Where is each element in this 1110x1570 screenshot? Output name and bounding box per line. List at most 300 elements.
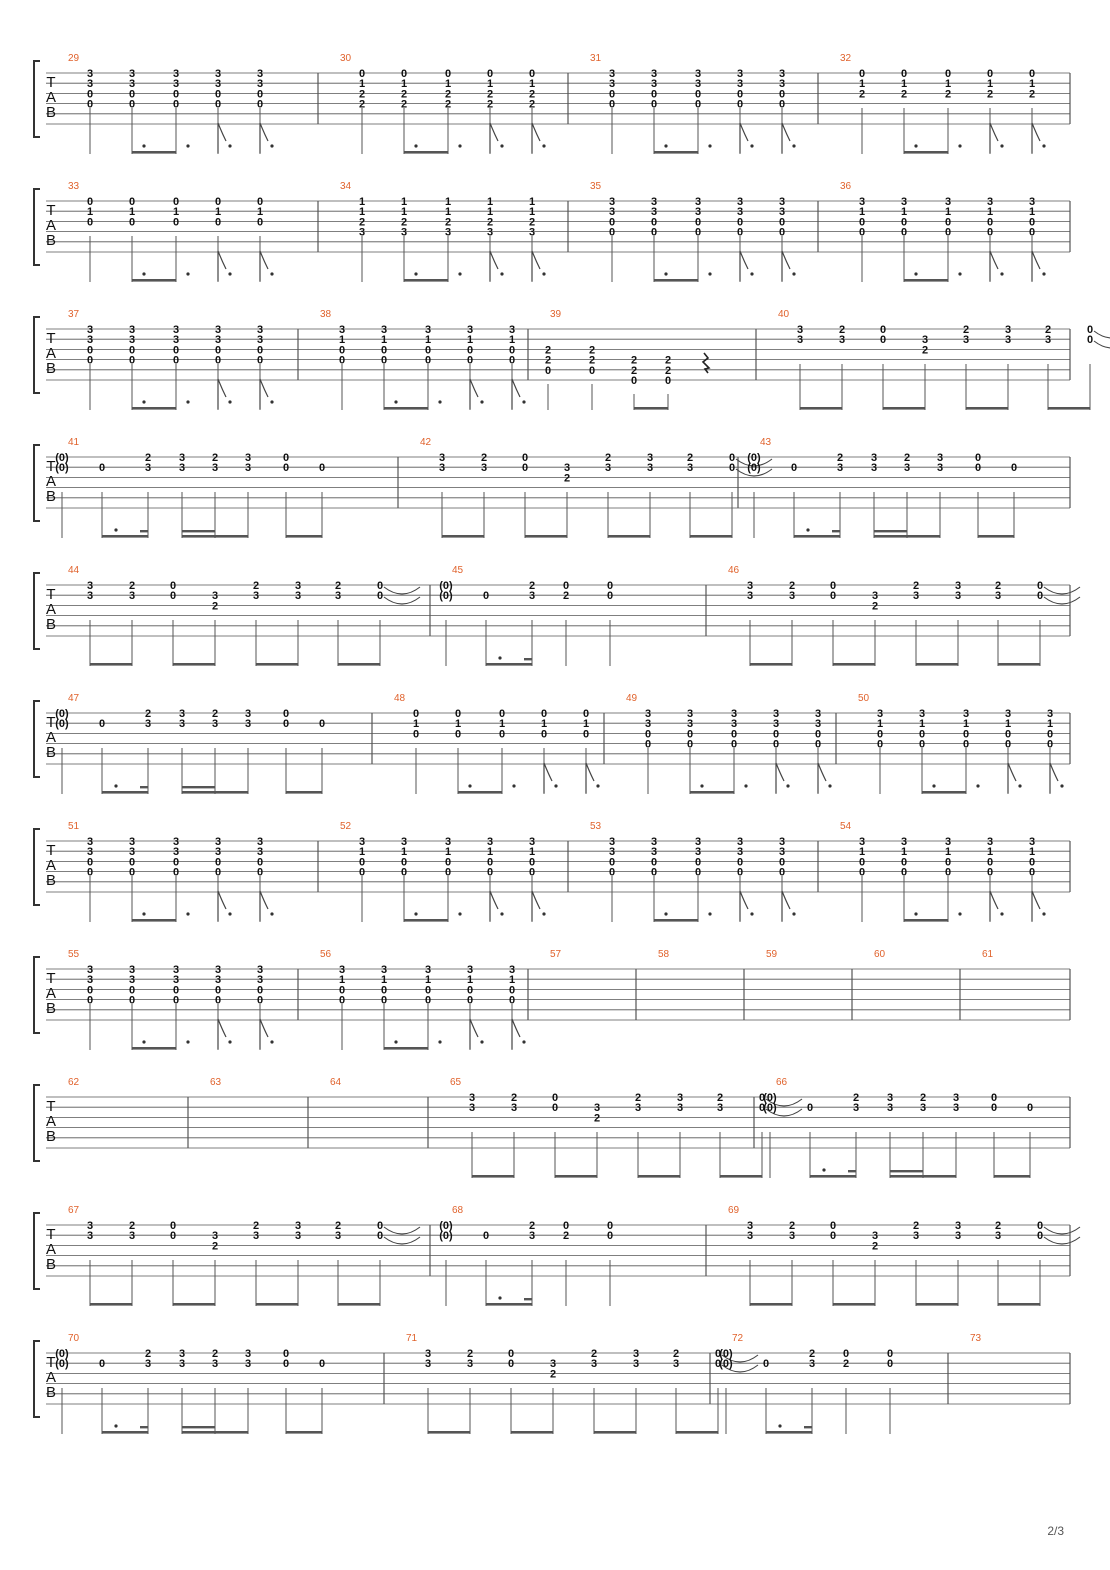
fret-number: 1 <box>128 206 136 219</box>
fret-number: 3 <box>256 836 264 848</box>
fret-number: 3 <box>211 718 219 731</box>
fret-number: 2 <box>986 88 994 101</box>
tab-clef-letter: B <box>45 616 57 633</box>
fret-number: 0 <box>466 354 474 367</box>
tab-clef-letter: T <box>46 74 56 91</box>
fret-number: 3 <box>178 1358 186 1371</box>
fret-number: 0 <box>608 88 616 101</box>
fret-number: 3 <box>608 196 616 208</box>
fret-number: 0 <box>551 1102 559 1115</box>
fret-number: 3 <box>788 1230 796 1243</box>
fret-number: 0 <box>879 334 887 347</box>
fret-number: 3 <box>772 708 780 720</box>
fret-number: 3 <box>746 1220 754 1232</box>
tab-clef-letter: T <box>46 1226 56 1243</box>
fret-number: 0 <box>169 1220 177 1232</box>
fret-number: 0 <box>608 216 616 229</box>
fret-number: 2 <box>528 88 536 101</box>
fret-number: 0 <box>778 866 786 879</box>
fret-number: 0 <box>318 718 326 731</box>
fret-number: (0) <box>55 1358 69 1371</box>
beam-partial <box>832 530 840 532</box>
fret-number: 3 <box>646 462 654 475</box>
tab-system <box>34 821 1070 922</box>
measure-number: 63 <box>210 1077 222 1088</box>
dot <box>186 1040 189 1043</box>
measure-number: 49 <box>626 693 638 704</box>
fret-number: 3 <box>778 836 786 848</box>
fret-number: 1 <box>424 974 432 987</box>
fret-number: 1 <box>918 718 926 731</box>
dot <box>522 400 525 403</box>
dot <box>828 784 831 787</box>
measure-number: 57 <box>550 949 562 960</box>
fret-number: 2 <box>544 354 552 367</box>
fret-number: 0 <box>814 738 822 751</box>
fret-number: 0 <box>1004 728 1012 741</box>
fret-number: 0 <box>562 580 570 592</box>
beam-partial <box>804 1426 812 1428</box>
fret-number: 0 <box>412 708 420 720</box>
fret-number: 3 <box>244 452 252 464</box>
measure-number: 68 <box>452 1205 464 1216</box>
fret-number: 0 <box>172 344 180 357</box>
eighth-flag <box>586 763 594 793</box>
tab-clef-letter: B <box>45 360 57 377</box>
fret-number: 0 <box>650 866 658 879</box>
fret-number: 0 <box>400 856 408 869</box>
fret-number: 3 <box>358 836 366 848</box>
fret-number: (0) <box>55 708 69 720</box>
dot <box>664 912 667 915</box>
fret-number: 2 <box>1044 324 1052 336</box>
beam <box>90 663 132 666</box>
dot <box>542 144 545 147</box>
dot <box>480 1040 483 1043</box>
fret-number: 1 <box>876 718 884 731</box>
beam <box>810 1175 856 1178</box>
fret-number: 3 <box>962 334 970 347</box>
fret-number: 1 <box>944 846 952 859</box>
fret-number: 3 <box>644 718 652 731</box>
fret-number: 0 <box>608 226 616 239</box>
dot <box>414 912 417 915</box>
measure-number: 34 <box>340 181 352 192</box>
fret-number: 0 <box>508 994 516 1007</box>
fret-number: 3 <box>746 1230 754 1243</box>
fret-number: 2 <box>211 600 219 613</box>
fret-number: 2 <box>486 88 494 101</box>
dot <box>228 912 231 915</box>
fret-number: 1 <box>172 206 180 219</box>
fret-number: 2 <box>716 1092 724 1104</box>
fret-number: 2 <box>144 1348 152 1360</box>
fret-number: 0 <box>214 994 222 1007</box>
fret-number: 3 <box>778 78 786 91</box>
fret-number: 1 <box>986 846 994 859</box>
fret-number: 3 <box>211 590 219 603</box>
tab-clef-letter: T <box>46 1098 56 1115</box>
fret-number: 3 <box>172 836 180 848</box>
fret-number: 0 <box>169 1230 177 1243</box>
fret-number: 3 <box>86 334 94 347</box>
fret-number: 0 <box>694 216 702 229</box>
fret-number: 1 <box>400 846 408 859</box>
beam-partial <box>848 1170 856 1172</box>
fret-number: 0 <box>944 226 952 239</box>
fret-number: 2 <box>252 1220 260 1232</box>
beam-partial <box>524 658 532 660</box>
fret-number: (0) <box>55 1348 69 1360</box>
beam <box>690 535 732 538</box>
beam <box>132 151 176 154</box>
fret-number: 0 <box>962 728 970 741</box>
measure-number: 60 <box>874 949 886 960</box>
fret-number: 0 <box>256 866 264 879</box>
fret-number: 0 <box>694 866 702 879</box>
measure-number: 32 <box>840 53 852 64</box>
fret-number: 2 <box>510 1092 518 1104</box>
fret-number: 0 <box>900 226 908 239</box>
fret-number: (0) <box>439 1230 453 1243</box>
fret-number: 2 <box>486 216 494 229</box>
tab-clef-letter: A <box>45 1241 57 1258</box>
dot <box>750 272 753 275</box>
fret-number: 2 <box>634 1092 642 1104</box>
eighth-flag <box>260 379 268 409</box>
beam <box>833 663 875 666</box>
fret-number: 0 <box>466 994 474 1007</box>
fret-number: 0 <box>86 88 94 101</box>
fret-number: 0 <box>1046 738 1054 751</box>
fret-number: 3 <box>334 590 342 603</box>
fret-number: 1 <box>454 718 462 731</box>
fret-number: 0 <box>736 98 744 111</box>
fret-number: 3 <box>994 590 1002 603</box>
fret-number: 3 <box>686 708 694 720</box>
fret-number: 3 <box>486 226 494 239</box>
beam <box>1048 407 1090 410</box>
beam-16th <box>182 530 215 532</box>
fret-number: 0 <box>686 738 694 751</box>
fret-number: 2 <box>211 452 219 464</box>
fret-number: 3 <box>912 1230 920 1243</box>
fret-number: 0 <box>169 590 177 603</box>
fret-number: 1 <box>256 206 264 219</box>
fret-number: 3 <box>400 226 408 239</box>
fret-number: 3 <box>836 462 844 475</box>
fret-number: 0 <box>424 994 432 1007</box>
eighth-flag <box>470 1019 478 1049</box>
fret-number: 1 <box>962 718 970 731</box>
fret-number: 3 <box>900 196 908 208</box>
fret-number: 3 <box>424 1348 432 1360</box>
fret-number: 3 <box>736 836 744 848</box>
beam <box>978 535 1014 538</box>
fret-number: 0 <box>1036 590 1044 603</box>
fret-number: 3 <box>244 1348 252 1360</box>
fret-number: 3 <box>294 590 302 603</box>
fret-number: 0 <box>86 866 94 879</box>
fret-number: 2 <box>664 364 672 377</box>
fret-number: 3 <box>128 78 136 91</box>
fret-number: 1 <box>400 206 408 219</box>
fret-number: 0 <box>986 216 994 229</box>
beam <box>966 407 1008 410</box>
beam <box>676 1431 718 1434</box>
fret-number: 0 <box>214 216 222 229</box>
fret-number: 0 <box>214 88 222 101</box>
fret-number: 3 <box>172 324 180 336</box>
fret-number: 1 <box>444 78 452 91</box>
beam <box>472 1175 514 1178</box>
measure-number: 56 <box>320 949 332 960</box>
fret-number: 0 <box>508 354 516 367</box>
fret-number: 0 <box>128 88 136 101</box>
fret-number: 0 <box>528 866 536 879</box>
fret-number: 2 <box>358 216 366 229</box>
dot <box>792 144 795 147</box>
fret-number: 3 <box>86 324 94 336</box>
fret-number: (0) <box>763 1092 777 1104</box>
fret-number: 3 <box>650 836 658 848</box>
beam <box>384 1047 428 1050</box>
fret-number: 3 <box>172 334 180 347</box>
fret-number: 2 <box>562 1230 570 1243</box>
eighth-flag <box>260 123 268 153</box>
beam <box>173 663 215 666</box>
fret-number: 3 <box>128 68 136 80</box>
fret-number: 0 <box>498 728 506 741</box>
beam-16th <box>874 530 907 532</box>
fret-number: 1 <box>528 206 536 219</box>
fret-number: 3 <box>528 226 536 239</box>
fret-number: 0 <box>169 580 177 592</box>
measure-number: 59 <box>766 949 778 960</box>
beam <box>102 535 148 538</box>
beam <box>916 1303 958 1306</box>
system-bracket <box>34 61 40 137</box>
fret-number: 3 <box>838 334 846 347</box>
fret-number: 3 <box>644 708 652 720</box>
eighth-flag <box>532 123 540 153</box>
dot <box>270 1040 273 1043</box>
fret-number: 0 <box>650 98 658 111</box>
fret-number: 0 <box>380 984 388 997</box>
beam-16th <box>890 1170 923 1172</box>
beam <box>428 1431 470 1434</box>
dot <box>500 144 503 147</box>
fret-number: 2 <box>871 600 879 613</box>
beam <box>904 279 948 282</box>
tab-clef-letter: A <box>45 217 57 234</box>
fret-number: 3 <box>214 78 222 91</box>
fret-number: 2 <box>128 580 136 592</box>
fret-number: 0 <box>380 994 388 1007</box>
fret-number: 1 <box>900 846 908 859</box>
fret-number: 3 <box>632 1348 640 1360</box>
tab-clef-letter: B <box>45 488 57 505</box>
fret-number: 3 <box>746 590 754 603</box>
tab-clef-letter: T <box>46 458 56 475</box>
fret-number: 0 <box>806 1102 814 1115</box>
fret-number: 3 <box>244 708 252 720</box>
fret-number: 1 <box>1028 206 1036 219</box>
beam <box>833 1303 875 1306</box>
fret-number: 0 <box>1036 1230 1044 1243</box>
eighth-flag <box>782 891 790 921</box>
fret-number: 3 <box>256 974 264 987</box>
beam-partial <box>140 1426 148 1428</box>
beam-partial <box>140 530 148 532</box>
fret-number: 0 <box>498 708 506 720</box>
fret-number: 0 <box>694 856 702 869</box>
fret-number: 1 <box>444 206 452 219</box>
fret-number: 1 <box>1004 718 1012 731</box>
beam <box>182 535 248 538</box>
fret-number: 1 <box>214 206 222 219</box>
fret-number: 2 <box>528 216 536 229</box>
tab-clef-letter: B <box>45 232 57 249</box>
fret-number: 3 <box>650 196 658 208</box>
fret-number: 3 <box>528 836 536 848</box>
eighth-flag <box>990 891 998 921</box>
fret-number: 2 <box>630 354 638 367</box>
beam <box>384 407 428 410</box>
fret-number: 2 <box>211 1240 219 1253</box>
fret-number: 0 <box>256 994 264 1007</box>
measure-number: 45 <box>452 565 464 576</box>
fret-number: 0 <box>86 856 94 869</box>
fret-number: 3 <box>256 324 264 336</box>
fret-number: 3 <box>593 1102 601 1115</box>
fret-number: 3 <box>256 964 264 976</box>
fret-number: 3 <box>716 1102 724 1115</box>
fret-number: 0 <box>1028 866 1036 879</box>
beam <box>800 407 842 410</box>
fret-number: 0 <box>507 1358 515 1371</box>
beam <box>904 151 948 154</box>
dot <box>914 912 917 915</box>
fret-number: 3 <box>214 846 222 859</box>
fret-number: 0 <box>986 866 994 879</box>
dot <box>708 912 711 915</box>
fret-number: 3 <box>900 836 908 848</box>
beam <box>525 535 567 538</box>
fret-number: 1 <box>1046 718 1054 731</box>
measure-number: 72 <box>732 1333 744 1344</box>
measure-number: 41 <box>68 437 80 448</box>
fret-number: 0 <box>508 984 516 997</box>
fret-number: 0 <box>540 728 548 741</box>
fret-number: 0 <box>338 344 346 357</box>
eighth-flag <box>782 251 790 281</box>
fret-number: 0 <box>876 738 884 751</box>
dot <box>114 1424 117 1427</box>
fret-number: 3 <box>871 590 879 603</box>
fret-number: 0 <box>508 344 516 357</box>
fret-number: 0 <box>454 708 462 720</box>
fret-number: 3 <box>508 324 516 336</box>
beam-16th <box>182 786 215 788</box>
fret-number: 3 <box>886 1092 894 1104</box>
fret-number: 3 <box>172 964 180 976</box>
dot <box>458 912 461 915</box>
tab-clef-letter: A <box>45 1113 57 1130</box>
eighth-flag <box>740 251 748 281</box>
fret-number: 0 <box>778 226 786 239</box>
measure-number: 39 <box>550 309 562 320</box>
dot <box>228 400 231 403</box>
fret-number: 3 <box>778 68 786 80</box>
fret-number: 2 <box>672 1348 680 1360</box>
beam <box>766 1431 812 1434</box>
measure-number: 73 <box>970 1333 982 1344</box>
fret-number: 1 <box>508 334 516 347</box>
beam <box>904 919 948 922</box>
fret-number: 3 <box>808 1358 816 1371</box>
fret-number: 0 <box>528 856 536 869</box>
fret-number: 0 <box>694 226 702 239</box>
fret-number: 3 <box>676 1092 684 1104</box>
dot <box>142 400 145 403</box>
fret-number: 1 <box>380 334 388 347</box>
fret-number: 0 <box>444 68 452 80</box>
fret-number: 0 <box>990 1092 998 1104</box>
tab-system <box>34 949 1070 1050</box>
tie <box>1044 1237 1080 1244</box>
fret-number: 0 <box>974 452 982 464</box>
dot <box>708 144 711 147</box>
fret-number: 0 <box>714 1348 722 1360</box>
fret-number: 2 <box>994 580 1002 592</box>
measure-number: 43 <box>760 437 772 448</box>
fret-number: 3 <box>172 68 180 80</box>
measure-number: 38 <box>320 309 332 320</box>
fret-number: 0 <box>486 866 494 879</box>
fret-number: 0 <box>1026 1102 1034 1115</box>
fret-number: 2 <box>358 88 366 101</box>
fret-number: 3 <box>590 1358 598 1371</box>
fret-number: 3 <box>944 196 952 208</box>
fret-number: 0 <box>376 590 384 603</box>
dot <box>750 144 753 147</box>
page-number: 2/3 <box>1047 1524 1064 1538</box>
measure-number: 40 <box>778 309 790 320</box>
fret-number: 0 <box>608 856 616 869</box>
fret-number: (0) <box>55 452 69 464</box>
dot <box>1042 912 1045 915</box>
fret-number: 0 <box>528 68 536 80</box>
fret-number: 0 <box>128 354 136 367</box>
eighth-flag <box>1032 123 1040 153</box>
dot <box>142 1040 145 1043</box>
fret-number: 0 <box>814 728 822 741</box>
fret-number: 2 <box>912 580 920 592</box>
fret-number: 0 <box>900 866 908 879</box>
eighth-flag <box>740 891 748 921</box>
fret-number: 3 <box>962 708 970 720</box>
fret-number: 0 <box>172 994 180 1007</box>
fret-number: 0 <box>128 984 136 997</box>
tie <box>1044 1227 1080 1234</box>
fret-number: 0 <box>858 226 866 239</box>
dot <box>500 912 503 915</box>
fret-number: 1 <box>444 846 452 859</box>
fret-number: 0 <box>1046 728 1054 741</box>
fret-number: 1 <box>358 196 366 208</box>
fret-number: 0 <box>1036 1220 1044 1232</box>
